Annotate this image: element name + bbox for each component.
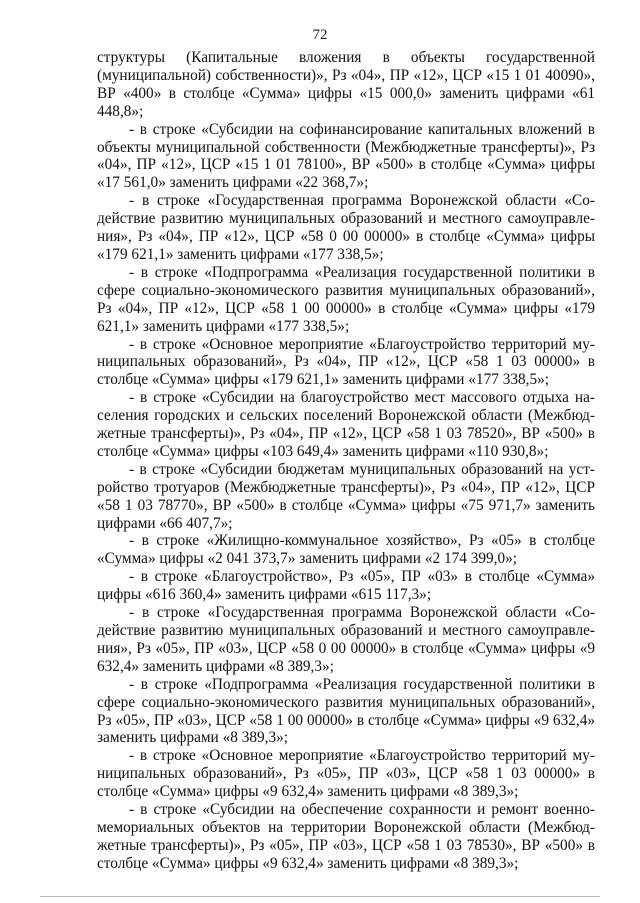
- paragraph-amendment: - в строке «Подпрограмма «Реализация государственной политики в сфере социально-экономического развития муниципальных образований», Рз «05», ПР «03», ЦСР «58 1 00 00000» в столбце «Сумма» цифры «9 632,4» заменить цифрами «8 389,3»;: [97, 675, 595, 747]
- paragraph-amendment: - в строке «Благоустройство», Рз «05», ПР «03» в столбце «Сумма» цифры «616 360,4» заменить цифрами «615 117,3»;: [97, 568, 595, 604]
- paragraph-amendment: - в строке «Государственная программа Воронежской области «Содействие развитию муниципальных образований и местного самоуправления», Рз «04», ПР «12», ЦСР «58 0 00 00000» в столбце «Сумма» цифры «179 621,1» заменить цифрами «177 338,5»;: [97, 192, 595, 263]
- paragraph-amendment: - в строке «Субсидии на обеспечение сохранности и ремонт военно-мемориальных объектов на территории Воронежской области (Межбюджетные трансферты)», Рз «05», ПР «03», ЦСР «58 1 03 78530», ВР «500» в столбце «Сумма» цифры «9 632,4» заменить цифрами «8 389,3»;: [97, 801, 595, 872]
- page-number: 72: [312, 27, 328, 43]
- paragraph-amendment: - в строке «Субсидии бюджетам муниципальных образований на устройство тротуаров (Межбюджетные трансферты)», Рз «04», ПР «12», ЦСР «58 1 03 78770», ВР «500» в столбце «Сумма» цифры «75 971,7» заменить цифрами «66 407,7»;: [97, 460, 595, 532]
- paragraph-amendment: - в строке «Подпрограмма «Реализация государственной политики в сфере социально-экономического развития муниципальных образований», Рз «04», ПР «12», ЦСР «58 1 00 00000» в столбце «Сумма» цифры «179 621,1» заменить цифрами «177 338,5»;: [97, 263, 595, 335]
- document-body: [97, 49, 595, 873]
- paragraph-continuation: структуры (Капитальные вложения в объекты государственной (муниципальной) собственности)», Рз «04», ПР «12», ЦСР «15 1 01 40090», ВР «400» в столбце «Сумма» цифры «15 000,0» заменить цифрами «61 448,8»;: [97, 49, 595, 120]
- paragraph-amendment: - в строке «Субсидии на софинансирование капитальных вложений в объекты муниципальной собственности (Межбюджетные трансферты)», Рз «04», ПР «12», ЦСР «15 1 01 78100», ВР «500» в столбце «Сумма» цифры «17 561,0» заменить цифрами «22 368,7»;: [97, 120, 595, 192]
- paragraph-amendment: - в строке «Основное мероприятие «Благоустройство территорий муниципальных образований», Рз «05», ПР «03», ЦСР «58 1 03 00000» в столбце «Сумма» цифры «9 632,4» заменить цифрами «8 389,3»;: [97, 747, 595, 801]
- paragraph-amendment: - в строке «Основное мероприятие «Благоустройство территорий муниципальных образований», Рз «04», ПР «12», ЦСР «58 1 03 00000» в столбце «Сумма» цифры «179 621,1» заменить цифрами «177 338,5»;: [97, 335, 595, 389]
- paragraph-amendment: - в строке «Субсидии на благоустройство мест массового отдыха населения городских и сельских поселений Воронежской области (Межбюджетные трансферты)», Рз «04», ПР «12», ЦСР «58 1 03 78520», ВР «500» в столбце «Сумма» цифры «103 649,4» заменить цифрами «110 930,8»;: [97, 389, 595, 460]
- page-bottom-edge: [40, 896, 600, 897]
- paragraph-amendment: - в строке «Государственная программа Воронежской области «Содействие развитию муниципальных образований и местного самоуправления», Рз «05», ПР «03», ЦСР «58 0 00 00000» в столбце «Сумма» цифры «9 632,4» заменить цифрами «8 389,3»;: [97, 604, 595, 675]
- paragraph-amendment: - в строке «Жилищно-коммунальное хозяйство», Рз «05» в столбце «Сумма» цифры «2 041 373,7» заменить цифрами «2 174 399,0»;: [97, 532, 595, 568]
